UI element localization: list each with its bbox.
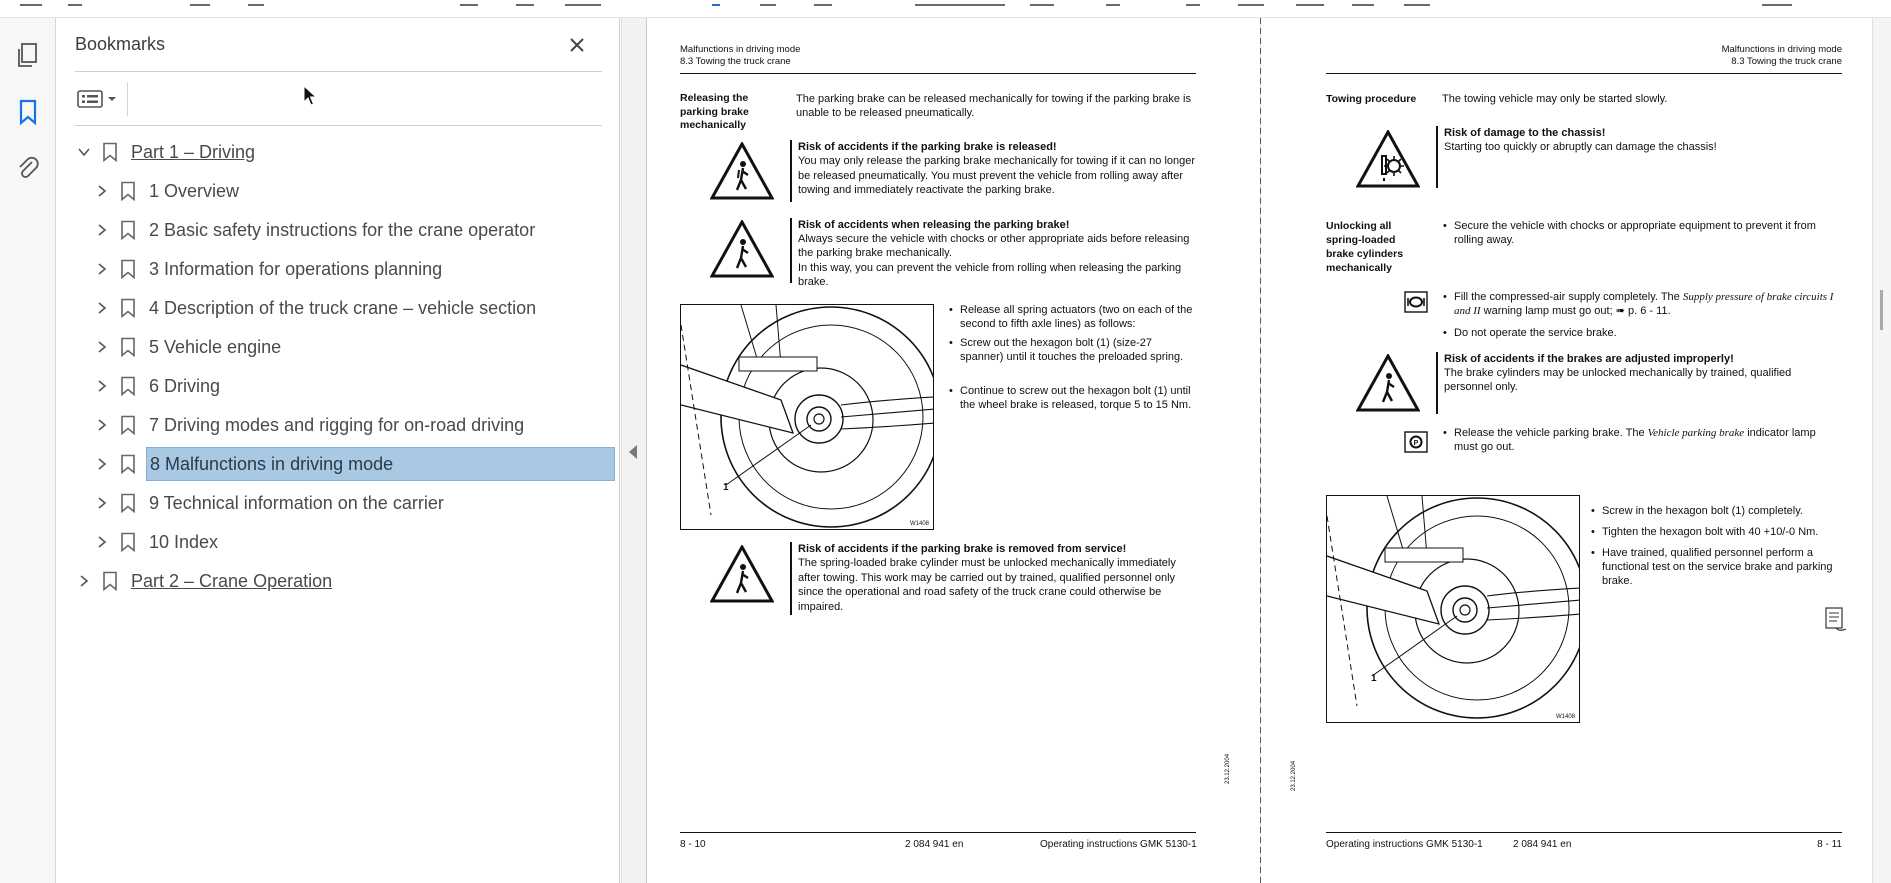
footer-title: Operating instructions GMK 5130-1 bbox=[1326, 839, 1483, 850]
figure-callout: 1 bbox=[1371, 673, 1377, 684]
bookmark-label: Part 2 – Crane Operation bbox=[131, 570, 333, 591]
warning-text: Always secure the vehicle with chocks or other appropriate aids before releasing the parking brake mechanically. bbox=[798, 233, 1190, 259]
fit-page-icon[interactable] bbox=[1030, 0, 1054, 6]
pages-icon bbox=[15, 42, 41, 70]
bookmark-label: 4 Description of the truck crane – vehicle section bbox=[149, 297, 537, 318]
instruction-bullet bbox=[1454, 290, 1842, 318]
close-panel-button[interactable] bbox=[564, 32, 590, 58]
draw-icon[interactable] bbox=[1296, 0, 1324, 6]
close-icon bbox=[569, 37, 585, 53]
bookmarks-panel bbox=[57, 18, 620, 883]
vertical-scrollbar[interactable] bbox=[1872, 18, 1891, 883]
bookmark-icon bbox=[119, 493, 137, 513]
bookmark-item[interactable] bbox=[93, 408, 527, 442]
checklist-note-icon bbox=[1824, 606, 1848, 634]
instruction-bullet: • Release all spring actuators (two on each of the second to fifth axle lines) as follows: bbox=[960, 303, 1196, 331]
instruction-bullet: • Screw out the hexagon bolt (1) (size-27 spanner) until it touches the preloaded spring. bbox=[960, 336, 1196, 364]
bookmark-item[interactable] bbox=[93, 369, 223, 403]
select-tool-icon[interactable] bbox=[712, 0, 720, 6]
chevron-right-icon[interactable] bbox=[93, 455, 111, 473]
warning-text: In this way, you can prevent the vehicle from rolling when releasing the parking brake. bbox=[798, 262, 1182, 288]
sign-icon[interactable] bbox=[1404, 0, 1430, 6]
highlight-icon[interactable] bbox=[1238, 0, 1264, 6]
bullet-text: indicator lamp must go out. bbox=[1454, 427, 1816, 453]
bookmark-label: 6 Driving bbox=[149, 375, 221, 396]
instruction-bullet: • Secure the vehicle with chocks or appropriate equipment to prevent it from rolling away. bbox=[1454, 219, 1842, 247]
bookmark-item[interactable] bbox=[93, 252, 445, 286]
comment-icon[interactable] bbox=[1186, 0, 1200, 6]
bookmark-label: 1 Overview bbox=[149, 180, 240, 201]
bookmark-label: 8 Malfunctions in driving mode bbox=[146, 447, 615, 481]
bookmark-part-item[interactable] bbox=[75, 564, 335, 598]
chevron-right-icon[interactable] bbox=[93, 338, 111, 356]
next-page-icon[interactable] bbox=[516, 0, 534, 6]
page-number-field[interactable] bbox=[565, 0, 601, 6]
divider bbox=[127, 82, 128, 116]
bookmark-icon bbox=[119, 376, 137, 396]
warning-bar bbox=[1436, 126, 1438, 188]
chevron-right-icon[interactable] bbox=[93, 182, 111, 200]
thumbnails-button[interactable] bbox=[10, 38, 46, 74]
bookmark-icon bbox=[119, 298, 137, 318]
bookmark-label: 2 Basic safety instructions for the crane operator bbox=[149, 219, 536, 240]
warning-triangle-icon bbox=[1356, 354, 1420, 412]
save-icon[interactable] bbox=[190, 0, 210, 6]
warning-bar bbox=[790, 140, 792, 202]
warning-triangle-icon bbox=[710, 220, 774, 278]
instruction-bullet: • Have trained, qualified personnel perform a functional test on the service brake and parking brake. bbox=[1602, 546, 1842, 588]
panel-title: Bookmarks bbox=[75, 34, 166, 54]
chevron-right-icon[interactable] bbox=[93, 377, 111, 395]
header-chapter: Malfunctions in driving mode bbox=[1721, 44, 1842, 55]
warning-title: Risk of accidents if the parking brake is released! bbox=[798, 141, 1057, 153]
bookmark-item[interactable] bbox=[93, 174, 242, 208]
divider bbox=[75, 71, 602, 72]
bookmark-icon bbox=[17, 98, 39, 126]
bookmark-icon bbox=[119, 259, 137, 279]
zoom-in-icon[interactable] bbox=[814, 0, 832, 6]
footer-doc-number: 2 084 941 en bbox=[1513, 839, 1572, 850]
bookmark-item[interactable] bbox=[93, 291, 539, 325]
page-8-11 bbox=[1261, 18, 1872, 883]
bookmark-label: 9 Technical information on the carrier bbox=[149, 492, 444, 513]
bullet-text: Fill the compressed-air supply completely. The bbox=[1454, 291, 1683, 303]
header-section: 8.3 Towing the truck crane bbox=[680, 56, 791, 67]
intro-text: The parking brake can be released mechanically for towing if the parking brake is unable to be released pneumatically. bbox=[796, 93, 1191, 119]
air-supply-lamp-icon bbox=[1404, 291, 1428, 313]
warning-text: The spring-loaded brake cylinder must be unlocked mechanically immediately after towing. This work may be carried out by trained, qualified personnel only since the operational and road safety of the truck crane could otherwise be impaired. bbox=[798, 557, 1176, 613]
zoom-out-icon[interactable] bbox=[760, 0, 776, 6]
figure-callout: 1 bbox=[723, 482, 729, 493]
chevron-right-icon[interactable] bbox=[93, 494, 111, 512]
instruction-bullet: • Do not operate the service brake. bbox=[1454, 326, 1842, 340]
bookmark-label: 7 Driving modes and rigging for on-road driving bbox=[149, 414, 525, 435]
warning-text: You may only release the parking brake mechanically for towing if it can no longer be released pneumatically. You must prevent the vehicle from rolling away after towing and immediately reactivate the parking brake. bbox=[798, 155, 1196, 196]
panel-splitter[interactable] bbox=[621, 18, 646, 883]
attachments-button[interactable] bbox=[10, 150, 46, 186]
warning-title: Risk of damage to the chassis! bbox=[1444, 127, 1606, 139]
bookmark-label: 5 Vehicle engine bbox=[149, 336, 282, 357]
header-rule bbox=[1326, 73, 1842, 74]
footer-page-number: 8 - 11 bbox=[1817, 839, 1842, 850]
instruction-bullet: • Continue to screw out the hexagon bolt (1) until the wheel brake is released, torque 5 to 15 Nm. bbox=[960, 384, 1196, 412]
side-rail bbox=[0, 18, 56, 883]
print-icon[interactable] bbox=[68, 0, 82, 6]
parking-brake-lamp-icon bbox=[1404, 431, 1428, 453]
figure-code: W1408 bbox=[1555, 714, 1575, 720]
list-options-icon bbox=[77, 89, 103, 109]
chevron-right-icon[interactable] bbox=[93, 416, 111, 434]
header-section: 8.3 Towing the truck crane bbox=[1731, 56, 1842, 67]
footer-rule bbox=[1326, 832, 1842, 833]
footer-doc-number: 2 084 941 en bbox=[905, 839, 964, 850]
chevron-down-icon bbox=[107, 95, 117, 103]
chassis-warning-icon bbox=[1356, 130, 1420, 188]
paperclip-icon bbox=[15, 154, 41, 182]
side-heading: Towing procedure bbox=[1326, 93, 1417, 105]
side-heading: Releasing the parking brake mechanically bbox=[680, 92, 749, 131]
side-date: 23.12.2004 bbox=[1225, 753, 1231, 784]
bookmark-icon bbox=[119, 454, 137, 474]
chevron-right-icon[interactable] bbox=[93, 533, 111, 551]
lamp-name: Supply pressure of brake circuits I and II bbox=[1454, 291, 1834, 317]
warning-bar bbox=[790, 542, 792, 615]
bookmark-item[interactable] bbox=[93, 486, 447, 520]
chevron-right-icon[interactable] bbox=[75, 572, 93, 590]
bullet-text: warning lamp must go out; ➠ p. 6 - 11. bbox=[1480, 305, 1671, 317]
footer-page-number: 8 - 10 bbox=[680, 839, 706, 850]
bookmark-icon bbox=[119, 181, 137, 201]
brake-figure bbox=[1326, 495, 1580, 723]
bookmark-item[interactable] bbox=[93, 330, 284, 364]
collapse-panel-arrow-icon[interactable] bbox=[629, 445, 637, 459]
divider bbox=[75, 125, 602, 126]
bookmark-icon bbox=[119, 415, 137, 435]
chevron-right-icon[interactable] bbox=[93, 299, 111, 317]
top-toolbar bbox=[0, 0, 1891, 18]
towing-text: The towing vehicle may only be started slowly. bbox=[1442, 93, 1668, 105]
brake-drawing bbox=[1327, 496, 1580, 723]
warning-text: Starting too quickly or abruptly can damage the chassis! bbox=[1444, 141, 1717, 153]
prev-page-icon[interactable] bbox=[460, 0, 478, 6]
svg-text:P: P bbox=[1413, 440, 1419, 447]
bookmark-item[interactable] bbox=[93, 447, 615, 481]
side-heading: Unlocking all spring-loaded brake cylinders mechanically bbox=[1326, 220, 1404, 274]
warning-bar bbox=[1436, 352, 1438, 414]
warning-title: Risk of accidents if the brakes are adjusted improperly! bbox=[1444, 353, 1734, 365]
warning-triangle-icon bbox=[710, 142, 774, 200]
bookmark-label: 10 Index bbox=[149, 531, 219, 552]
bookmark-item[interactable] bbox=[93, 525, 221, 559]
brake-figure bbox=[680, 304, 934, 530]
text-icon[interactable] bbox=[1352, 0, 1374, 6]
bookmark-options-button[interactable] bbox=[75, 84, 125, 114]
side-date: 23.12.2004 bbox=[1291, 760, 1297, 791]
figure-code: W1408 bbox=[909, 521, 929, 527]
chevron-right-icon[interactable] bbox=[93, 260, 111, 278]
footer-title: Operating instructions GMK 5130-1 bbox=[1040, 839, 1197, 850]
bookmark-icon bbox=[101, 571, 119, 591]
bookmark-icon bbox=[119, 220, 137, 240]
chevron-right-icon[interactable] bbox=[93, 221, 111, 239]
instruction-bullet: • Screw in the hexagon bolt (1) completely. bbox=[1602, 504, 1842, 518]
scroll-mode-icon[interactable] bbox=[1106, 0, 1120, 6]
bookmark-label: Part 1 – Driving bbox=[131, 141, 256, 162]
bookmark-icon bbox=[119, 532, 137, 552]
scrollbar-thumb[interactable] bbox=[1880, 290, 1883, 330]
share-icon[interactable] bbox=[1762, 0, 1792, 6]
header-rule bbox=[680, 73, 1196, 74]
menu-icon[interactable] bbox=[20, 0, 42, 6]
instruction-bullet bbox=[1454, 426, 1842, 454]
bookmarks-button[interactable] bbox=[10, 94, 46, 130]
chevron-down-icon[interactable] bbox=[75, 143, 93, 161]
warning-triangle-icon bbox=[710, 545, 774, 603]
document-viewer[interactable] bbox=[646, 18, 1872, 883]
zoom-field[interactable] bbox=[915, 0, 1005, 6]
instruction-bullet: • Tighten the hexagon bolt with 40 +10/-0 Nm. bbox=[1602, 525, 1842, 539]
lamp-name: Vehicle parking brake bbox=[1647, 427, 1745, 439]
bookmark-icon bbox=[101, 142, 119, 162]
bullet-text: Release the vehicle parking brake. The bbox=[1454, 427, 1648, 439]
warning-text: The brake cylinders may be unlocked mechanically by trained, qualified personnel only. bbox=[1444, 367, 1792, 393]
warning-bar bbox=[790, 218, 792, 283]
bookmark-label: 3 Information for operations planning bbox=[149, 258, 443, 279]
header-chapter: Malfunctions in driving mode bbox=[680, 44, 801, 55]
search-icon[interactable] bbox=[248, 0, 264, 6]
warning-title: Risk of accidents if the parking brake is removed from service! bbox=[798, 543, 1127, 555]
warning-title: Risk of accidents when releasing the parking brake! bbox=[798, 219, 1070, 231]
bookmark-icon bbox=[119, 337, 137, 357]
bookmark-part-item[interactable] bbox=[75, 135, 258, 169]
brake-drawing bbox=[681, 305, 934, 530]
page-8-10 bbox=[646, 18, 1260, 883]
footer-rule bbox=[680, 832, 1196, 833]
bookmark-item[interactable] bbox=[93, 213, 538, 247]
